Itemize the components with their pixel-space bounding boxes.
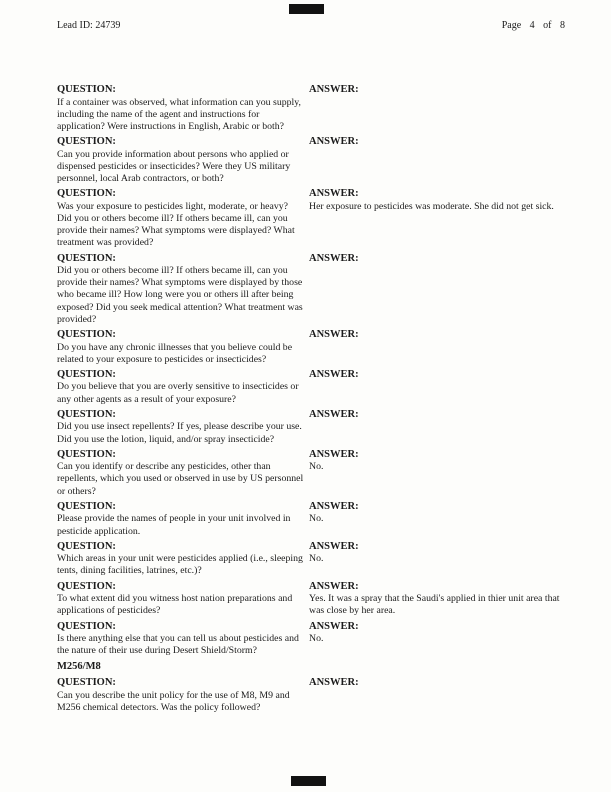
qa-item <box>57 409 567 446</box>
answer-label: ANSWER: <box>309 84 359 95</box>
qa-item <box>57 449 567 498</box>
answer-block <box>309 188 567 249</box>
question-block <box>57 329 305 366</box>
answer-block <box>309 84 567 133</box>
question-label: QUESTION: <box>57 580 116 592</box>
question-block <box>57 677 305 714</box>
answer-label: ANSWER: <box>309 368 359 380</box>
question-block <box>57 136 305 185</box>
answer-label: ANSWER: <box>309 136 359 148</box>
question-text: Did you or others become ill? If others became ill, can you provide their names? What symptoms were displayed by those who became ill? How long were you or others ill after being exposed? Did you seek medical attention? What treatment was provided? <box>57 265 303 325</box>
answer-text: No. <box>309 553 324 565</box>
question-text: Do you have any chronic illnesses that you believe could be related to your exposure to pesticides or insecticides? <box>57 341 293 365</box>
question-label: QUESTION: <box>57 188 116 200</box>
question-block <box>57 449 305 498</box>
answer-text: Her exposure to pesticides was moderate. She did not get sick. <box>309 200 554 212</box>
question-label: QUESTION: <box>57 620 116 632</box>
answer-label: ANSWER: <box>309 677 359 688</box>
question-text: Did you use insect repellents? If yes, please describe your use. Did you use the lotion, liquid, and/or spray insecticide? <box>57 421 302 445</box>
question-text: Which areas in your unit were pesticides applied (i.e., sleeping tents, dining facilities, latrines, etc.)? <box>57 553 303 577</box>
question-label: QUESTION: <box>57 252 116 264</box>
question-block <box>57 581 305 618</box>
question-block <box>57 621 305 658</box>
question-block <box>57 501 305 538</box>
question-label: QUESTION: <box>57 329 116 341</box>
answer-block <box>309 581 567 618</box>
question-label: QUESTION: <box>57 408 116 420</box>
redaction-bar-bottom <box>291 776 326 786</box>
question-block <box>57 409 305 446</box>
question-text: Can you describe the unit policy for the use of M8, M9 and M256 chemical detectors. Was the policy followed? <box>57 689 290 713</box>
question-text: If a container was observed, what information can you supply, including the name of the agent and instructions for application? Were instructions in English, Arabic or both? <box>57 96 301 132</box>
qa-item <box>57 677 567 714</box>
answer-label: ANSWER: <box>309 408 359 420</box>
answer-label: ANSWER: <box>309 329 359 341</box>
answer-label: ANSWER: <box>309 448 359 460</box>
answer-block <box>309 621 567 658</box>
answer-label: ANSWER: <box>309 252 359 264</box>
qa-item <box>57 84 567 133</box>
question-block <box>57 84 305 133</box>
answer-block <box>309 677 567 714</box>
question-block <box>57 188 305 249</box>
redaction-bar-top <box>289 4 324 14</box>
answer-block <box>309 449 567 498</box>
qa-item <box>57 581 567 618</box>
answer-block <box>309 329 567 366</box>
answer-block <box>309 369 567 406</box>
qa-item <box>57 621 567 658</box>
answer-label: ANSWER: <box>309 188 359 200</box>
question-text: Do you believe that you are overly sensitive to insecticides or any other agents as a result of your exposure? <box>57 381 299 405</box>
qa-item <box>57 136 567 185</box>
page-number: Page 4 of 8 <box>501 20 565 31</box>
question-text: Was your exposure to pesticides light, moderate, or heavy? Did you or others become ill? If others became ill, can you provide their names? What symptoms were displayed? What treatment was provided? <box>57 200 295 249</box>
answer-block <box>309 136 567 185</box>
lead-id: Lead ID: 24739 <box>57 20 121 31</box>
question-label: QUESTION: <box>57 677 116 688</box>
question-text: Please provide the names of people in your unit involved in pesticide application. <box>57 513 291 537</box>
question-text: Is there anything else that you can tell us about pesticides and the nature of their use during Desert Shield/Storm? <box>57 633 299 657</box>
answer-label: ANSWER: <box>309 620 359 632</box>
qa-item <box>57 253 567 327</box>
question-block <box>57 541 305 578</box>
question-text: To what extent did you witness host nation preparations and applications of pesticides? <box>57 593 293 617</box>
answer-label: ANSWER: <box>309 580 359 592</box>
question-label: QUESTION: <box>57 136 116 148</box>
question-label: QUESTION: <box>57 540 116 552</box>
section-heading: M256/M8 <box>57 660 101 672</box>
qa-item <box>57 329 567 366</box>
qa-item <box>57 188 567 249</box>
answer-text: No. <box>309 633 324 645</box>
question-block <box>57 253 305 327</box>
question-label: QUESTION: <box>57 500 116 512</box>
answer-block <box>309 253 567 327</box>
answer-label: ANSWER: <box>309 540 359 552</box>
question-label: QUESTION: <box>57 448 116 460</box>
answer-block <box>309 501 567 538</box>
qa-item <box>57 541 567 578</box>
answer-text: No. <box>309 513 324 525</box>
question-text: Can you provide information about persons who applied or dispensed pesticides or insecticides? Were they US military personnel, local Arab contractors, or both? <box>57 148 291 185</box>
answer-text: No. <box>309 461 324 473</box>
question-label: QUESTION: <box>57 368 116 380</box>
answer-text: Yes. It was a spray that the Saudi's applied in thier unit area that was close by her area. <box>309 593 560 617</box>
answer-block <box>309 541 567 578</box>
answer-block <box>309 409 567 446</box>
qa-item <box>57 369 567 406</box>
question-text: Can you identify or describe any pesticides, other than repellents, which you used or observed in use by US personnel or others? <box>57 461 304 497</box>
question-label: QUESTION: <box>57 84 116 95</box>
qa-list <box>57 84 567 717</box>
answer-label: ANSWER: <box>309 500 359 512</box>
qa-item <box>57 501 567 538</box>
question-block <box>57 369 305 406</box>
